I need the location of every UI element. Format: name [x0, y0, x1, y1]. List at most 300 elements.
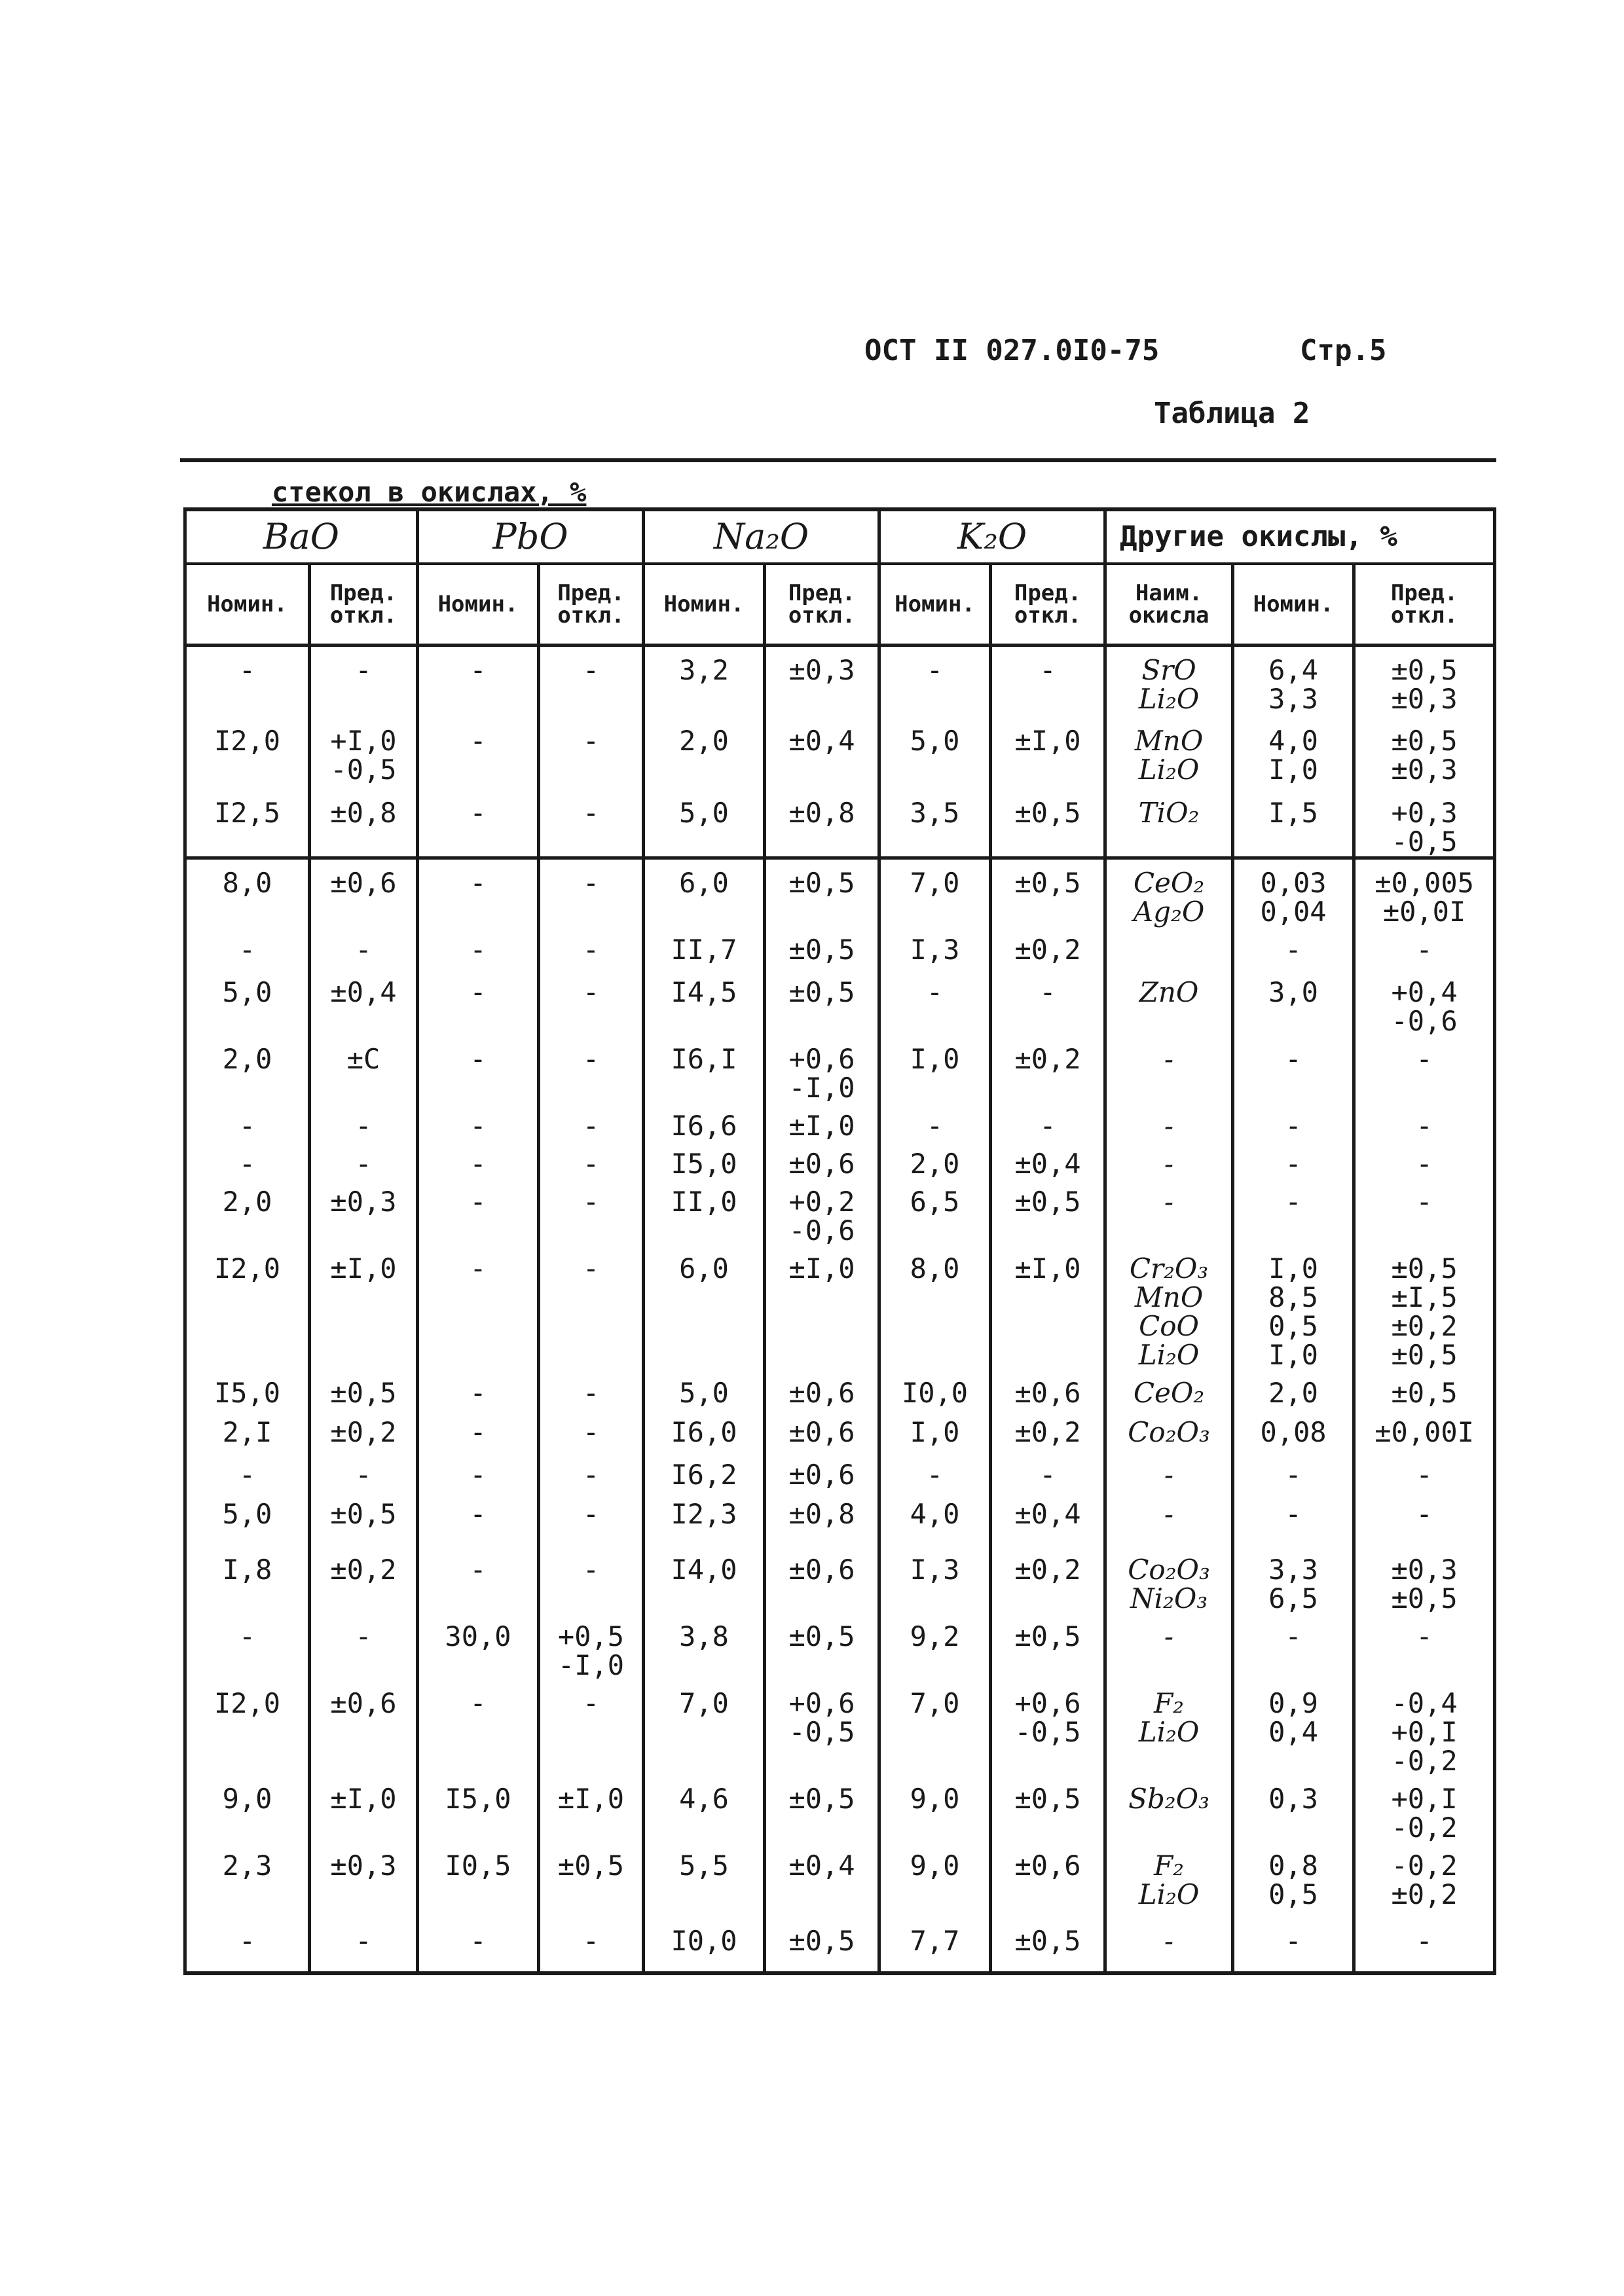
cell-value: Li₂O: [1138, 683, 1200, 715]
na2o-nomin-cell: [644, 1178, 765, 1245]
cell-value: ±0,00I: [1375, 1415, 1474, 1448]
cell-value: ±0,4: [788, 1849, 855, 1882]
cell-value: -: [1039, 1109, 1056, 1142]
cell-value: -: [1416, 1042, 1433, 1075]
bao-tol-cell: [310, 1370, 418, 1409]
table-row: [185, 1102, 1495, 1140]
cell-value: -: [582, 1042, 600, 1075]
cell-value: I2,0: [213, 1252, 281, 1285]
cell-value: I2,5: [213, 796, 281, 829]
bao-tol-cell: [310, 790, 418, 858]
na2o-tol-cell: [765, 1613, 879, 1680]
pbo-nomin-cell: [418, 1036, 539, 1102]
pbo-tol-cell: [539, 1409, 644, 1451]
na2o-nomin-cell: [644, 1140, 765, 1178]
cell-value: -: [1285, 1458, 1302, 1491]
cell-value: 6,4: [1268, 654, 1318, 686]
na2o-nomin-cell: [644, 969, 765, 1036]
cell-value: -: [1285, 1185, 1302, 1218]
cell-value: I,3: [910, 1553, 960, 1586]
cell-value: -: [355, 1147, 372, 1180]
cell-value: -: [582, 1415, 600, 1448]
cell-value: ±0,2: [1391, 1309, 1458, 1342]
cell-value: 7,0: [679, 1686, 729, 1719]
pbo-nomin-cell: [418, 1776, 539, 1842]
k2o-nomin-cell: [879, 646, 991, 718]
oxide-nomin-cell: [1233, 718, 1354, 790]
cell-value: +0,I: [1391, 1715, 1458, 1748]
table-row: [185, 1491, 1495, 1546]
cell-value: MnO: [1134, 1281, 1204, 1313]
cell-value: -: [582, 724, 600, 757]
pbo-tol-cell: [539, 1140, 644, 1178]
cell-value: 0,5: [1268, 1309, 1318, 1342]
table-row: [185, 1842, 1495, 1918]
cell-value: -: [470, 796, 487, 829]
cell-value: 3,3: [1268, 1553, 1318, 1586]
oxide-name-cell: [1105, 718, 1233, 790]
bao-tol-cell: [310, 1680, 418, 1776]
cell-value: TiO₂: [1138, 796, 1200, 829]
k2o-nomin-cell: [879, 1245, 991, 1370]
cell-value: -: [1164, 1924, 1174, 1957]
bao-nomin-cell: [185, 1613, 310, 1680]
oxide-nomin-cell: [1233, 969, 1354, 1036]
oxide-name-cell: [1105, 1491, 1233, 1546]
cell-value: ±0,5: [788, 1620, 855, 1652]
pbo-nomin-cell: [418, 1409, 539, 1451]
cell-value: ±0,8: [330, 796, 397, 829]
oxide-name-cell: [1105, 1245, 1233, 1370]
cell-value: -: [582, 1686, 600, 1719]
k2o-nomin-cell: [879, 1842, 991, 1918]
pbo-nomin-cell: [418, 1918, 539, 1973]
cell-value: I5,0: [671, 1147, 737, 1180]
pbo-tol-cell: [539, 1102, 644, 1140]
k2o-nomin-cell: [879, 1680, 991, 1776]
cell-value: -: [582, 654, 600, 686]
cell-value: -: [238, 654, 256, 686]
cell-value: 3,3: [1268, 683, 1318, 715]
table-caption: стекол в окислах, %: [272, 476, 587, 508]
cell-value: -I,0: [557, 1649, 625, 1681]
oxide-name-cell: [1105, 858, 1233, 926]
k2o-nomin-cell: [879, 926, 991, 969]
cell-value: ±0,6: [1014, 1376, 1081, 1409]
cell-value: I5,0: [213, 1376, 281, 1409]
cell-value: 7,7: [910, 1924, 960, 1957]
cell-value: +0,3: [1391, 796, 1458, 829]
na2o-nomin-cell: [644, 1451, 765, 1491]
cell-value: -: [1285, 1497, 1302, 1530]
cell-value: 0,9: [1268, 1686, 1318, 1719]
cell-value: -: [355, 933, 372, 966]
cell-value: ±0,5: [1391, 654, 1458, 686]
cell-value: -0,5: [788, 1715, 855, 1748]
cell-value: 5,0: [222, 1497, 272, 1530]
pbo-nomin-cell: [418, 1451, 539, 1491]
cell-value: -: [1285, 1147, 1302, 1180]
cell-value: ±0,3: [1391, 683, 1458, 715]
oxide-tol-cell: [1354, 1245, 1495, 1370]
page-number: Стр.5: [1300, 334, 1387, 367]
cell-value: -: [1416, 1147, 1433, 1180]
k2o-nomin-cell: [879, 858, 991, 926]
cell-value: -: [582, 1185, 600, 1218]
cell-value: ±0,3: [788, 654, 855, 686]
oxide-name-cell: [1105, 1102, 1233, 1140]
na2o-nomin-cell: [644, 790, 765, 858]
cell-value: I5,0: [445, 1782, 511, 1815]
cell-value: 9,2: [910, 1620, 960, 1652]
k2o-tol-cell: [991, 858, 1105, 926]
cell-value: I,0: [910, 1042, 960, 1075]
oxide-tol-cell: [1354, 1546, 1495, 1613]
cell-value: ±0,4: [1014, 1497, 1081, 1530]
bao-nomin-cell: [185, 1178, 310, 1245]
cell-value: ±0,2: [1014, 1042, 1081, 1075]
subheader-pred: Пред. откл.: [765, 564, 879, 646]
pbo-nomin-cell: [418, 969, 539, 1036]
cell-value: ±0,5: [1391, 1376, 1458, 1409]
k2o-nomin-cell: [879, 1776, 991, 1842]
oxide-tol-cell: [1354, 1451, 1495, 1491]
cell-value: -I,0: [788, 1071, 855, 1104]
cell-value: -: [582, 1109, 600, 1142]
pbo-nomin-cell: [418, 926, 539, 969]
k2o-tol-cell: [991, 1245, 1105, 1370]
na2o-tol-cell: [765, 1102, 879, 1140]
cell-value: -: [1416, 933, 1433, 966]
oxide-tol-cell: [1354, 1102, 1495, 1140]
k2o-tol-cell: [991, 1546, 1105, 1613]
pbo-tol-cell: [539, 858, 644, 926]
bao-nomin-cell: [185, 646, 310, 718]
cell-value: +I,0: [330, 724, 397, 757]
cell-value: ±0,5: [1391, 724, 1458, 757]
k2o-nomin-cell: [879, 1178, 991, 1245]
cell-value: ±0,2: [1014, 933, 1081, 966]
na2o-tol-cell: [765, 969, 879, 1036]
bao-tol-cell: [310, 646, 418, 718]
k2o-nomin-cell: [879, 1409, 991, 1451]
cell-value: F₂: [1154, 1686, 1185, 1719]
cell-value: -: [1416, 1458, 1433, 1491]
pbo-nomin-cell: [418, 1613, 539, 1680]
cell-value: I2,3: [671, 1497, 737, 1530]
table-row: [185, 1546, 1495, 1613]
bao-tol-cell: [310, 1409, 418, 1451]
k2o-tol-cell: [991, 1451, 1105, 1491]
cell-value: ±I,0: [330, 1782, 397, 1815]
document-code: ОСТ II 027.0I0-75: [864, 334, 1160, 367]
bao-tol-cell: [310, 1245, 418, 1370]
cell-value: -: [470, 975, 487, 1008]
cell-value: ±0,5: [1014, 1620, 1081, 1652]
k2o-nomin-cell: [879, 969, 991, 1036]
cell-value: 8,0: [222, 866, 272, 899]
cell-value: ±0,3: [1391, 753, 1458, 786]
oxide-name-cell: [1105, 1036, 1233, 1102]
group-k2o: K₂O: [879, 509, 1105, 564]
na2o-nomin-cell: [644, 1613, 765, 1680]
bao-nomin-cell: [185, 1370, 310, 1409]
pbo-tol-cell: [539, 1370, 644, 1409]
cell-value: SrO: [1141, 654, 1196, 686]
cell-value: -: [582, 1497, 600, 1530]
table-row: [185, 1370, 1495, 1409]
k2o-nomin-cell: [879, 1918, 991, 1973]
cell-value: 9,0: [910, 1849, 960, 1882]
cell-value: ±0,6: [330, 866, 397, 899]
cell-value: 5,0: [222, 975, 272, 1008]
cell-value: ±0,3: [330, 1185, 397, 1218]
oxide-tol-cell: [1354, 1776, 1495, 1842]
bao-tol-cell: [310, 858, 418, 926]
cell-value: -: [1416, 1109, 1433, 1142]
cell-value: ±I,0: [788, 1109, 855, 1142]
cell-value: ±0,5: [1014, 1185, 1081, 1218]
cell-value: -: [1285, 1042, 1302, 1075]
pbo-tol-cell: [539, 1613, 644, 1680]
composition-table: [183, 507, 1496, 1975]
cell-value: -0,2: [1391, 1744, 1458, 1777]
na2o-nomin-cell: [644, 1370, 765, 1409]
cell-value: -: [1285, 933, 1302, 966]
cell-value: 5,5: [679, 1849, 729, 1882]
cell-value: -: [470, 1924, 487, 1957]
oxide-tol-cell: [1354, 1680, 1495, 1776]
cell-value: -: [470, 1415, 487, 1448]
oxide-nomin-cell: [1233, 1776, 1354, 1842]
cell-value: ±0,8: [788, 1497, 855, 1530]
oxide-nomin-cell: [1233, 1370, 1354, 1409]
pbo-tol-cell: [539, 1178, 644, 1245]
cell-value: ±I,5: [1391, 1281, 1458, 1313]
oxide-tol-cell: [1354, 1409, 1495, 1451]
cell-value: 2,0: [222, 1042, 272, 1075]
cell-value: I4,5: [671, 975, 737, 1008]
cell-value: I,0: [1268, 753, 1318, 786]
cell-value: I6,2: [671, 1458, 737, 1491]
oxide-name-cell: [1105, 1451, 1233, 1491]
cell-value: 3,8: [679, 1620, 729, 1652]
cell-value: -: [1164, 1109, 1174, 1142]
cell-value: 8,5: [1268, 1281, 1318, 1313]
cell-value: ±0,5: [788, 975, 855, 1008]
bao-nomin-cell: [185, 1491, 310, 1546]
cell-value: -: [238, 1924, 256, 1957]
na2o-tol-cell: [765, 1491, 879, 1546]
cell-value: 6,5: [910, 1185, 960, 1218]
cell-value: 5,0: [910, 724, 960, 757]
pbo-nomin-cell: [418, 1842, 539, 1918]
na2o-nomin-cell: [644, 1036, 765, 1102]
k2o-tol-cell: [991, 1102, 1105, 1140]
table-row: [185, 1036, 1495, 1102]
cell-value: II,7: [671, 933, 737, 966]
na2o-tol-cell: [765, 1245, 879, 1370]
table-label: Таблица 2: [1154, 397, 1310, 430]
oxide-tol-cell: [1354, 1140, 1495, 1178]
k2o-tol-cell: [991, 718, 1105, 790]
oxide-name-cell: [1105, 1842, 1233, 1918]
oxide-name-cell: [1105, 1370, 1233, 1409]
cell-value: -: [470, 1497, 487, 1530]
bao-tol-cell: [310, 1140, 418, 1178]
cell-value: -: [355, 654, 372, 686]
pbo-nomin-cell: [418, 718, 539, 790]
cell-value: ±0,4: [788, 724, 855, 757]
cell-value: 9,0: [910, 1782, 960, 1815]
cell-value: +0,I: [1391, 1782, 1458, 1815]
bao-nomin-cell: [185, 969, 310, 1036]
oxide-name-cell: [1105, 646, 1233, 718]
cell-value: -: [1039, 1458, 1056, 1491]
cell-value: ±0,5: [1391, 1582, 1458, 1614]
pbo-tol-cell: [539, 718, 644, 790]
oxide-tol-cell: [1354, 1178, 1495, 1245]
cell-value: ±I,0: [1014, 1252, 1081, 1285]
cell-value: -: [1285, 1109, 1302, 1142]
cell-value: -: [582, 796, 600, 829]
cell-value: -: [470, 1042, 487, 1075]
cell-value: -: [582, 1924, 600, 1957]
cell-value: -: [582, 933, 600, 966]
pbo-tol-cell: [539, 1491, 644, 1546]
cell-value: ±0,2: [1014, 1415, 1081, 1448]
cell-value: +0,5: [557, 1620, 625, 1652]
table-row: [185, 718, 1495, 790]
cell-value: 0,8: [1268, 1849, 1318, 1882]
subheader-oxide-name: Наим. окисла: [1105, 564, 1233, 646]
table-row: [185, 1178, 1495, 1245]
cell-value: Co₂O₃: [1128, 1553, 1210, 1586]
k2o-nomin-cell: [879, 1140, 991, 1178]
cell-value: -: [1164, 1497, 1174, 1530]
na2o-nomin-cell: [644, 1918, 765, 1973]
na2o-tol-cell: [765, 1546, 879, 1613]
group-na2o: Na₂O: [644, 509, 879, 564]
k2o-nomin-cell: [879, 718, 991, 790]
bao-tol-cell: [310, 1178, 418, 1245]
cell-value: 0,4: [1268, 1715, 1318, 1748]
cell-value: -: [238, 1147, 256, 1180]
cell-value: 3,5: [910, 796, 960, 829]
top-rule: [180, 458, 1496, 462]
table-row: [185, 1140, 1495, 1178]
cell-value: ±0,5: [788, 933, 855, 966]
cell-value: 7,0: [910, 1686, 960, 1719]
cell-value: -: [926, 654, 944, 686]
na2o-tol-cell: [765, 1918, 879, 1973]
na2o-tol-cell: [765, 646, 879, 718]
cell-value: -: [355, 1620, 372, 1652]
oxide-nomin-cell: [1233, 1842, 1354, 1918]
subheader-pred: Пред. откл.: [1354, 564, 1495, 646]
cell-value: F₂: [1154, 1849, 1185, 1882]
cell-value: I,0: [910, 1415, 960, 1448]
na2o-nomin-cell: [644, 1776, 765, 1842]
cell-value: I0,0: [901, 1376, 969, 1409]
na2o-nomin-cell: [644, 1546, 765, 1613]
subheader-pred: Пред. откл.: [991, 564, 1105, 646]
k2o-tol-cell: [991, 1409, 1105, 1451]
na2o-nomin-cell: [644, 1491, 765, 1546]
bao-nomin-cell: [185, 926, 310, 969]
cell-value: -: [1039, 975, 1056, 1008]
subheader-nomin: Номин.: [1233, 564, 1354, 646]
k2o-nomin-cell: [879, 1102, 991, 1140]
oxide-tol-cell: [1354, 790, 1495, 858]
cell-value: ±0,5: [330, 1497, 397, 1530]
group-pbo: PbO: [418, 509, 644, 564]
oxide-name-cell: [1105, 1776, 1233, 1842]
cell-value: I6,0: [671, 1415, 737, 1448]
cell-value: ZnO: [1139, 975, 1199, 1008]
pbo-nomin-cell: [418, 1546, 539, 1613]
cell-value: I6,6: [671, 1109, 737, 1142]
na2o-tol-cell: [765, 1140, 879, 1178]
bao-nomin-cell: [185, 1102, 310, 1140]
cell-value: -0,4: [1391, 1686, 1458, 1719]
oxide-nomin-cell: [1233, 858, 1354, 926]
cell-value: -: [470, 866, 487, 899]
na2o-tol-cell: [765, 790, 879, 858]
cell-value: 6,0: [679, 866, 729, 899]
table-row: [185, 858, 1495, 926]
pbo-tol-cell: [539, 790, 644, 858]
cell-value: Ag₂O: [1133, 895, 1205, 928]
cell-value: ±I,0: [1014, 724, 1081, 757]
cell-value: -: [926, 1109, 944, 1142]
k2o-tol-cell: [991, 1680, 1105, 1776]
pbo-tol-cell: [539, 926, 644, 969]
cell-value: ±0,5: [788, 1924, 855, 1957]
group-bao: BaO: [185, 509, 418, 564]
cell-value: ±0,6: [788, 1376, 855, 1409]
na2o-nomin-cell: [644, 1680, 765, 1776]
cell-value: 0,5: [1268, 1878, 1318, 1910]
cell-value: Co₂O₃: [1128, 1415, 1210, 1448]
subheader-nomin: Номин.: [879, 564, 991, 646]
cell-value: ±0,4: [1014, 1147, 1081, 1180]
na2o-tol-cell: [765, 1036, 879, 1102]
cell-value: -: [470, 1553, 487, 1586]
cell-value: Ni₂O₃: [1130, 1582, 1208, 1614]
cell-value: ±0,5: [1014, 796, 1081, 829]
pbo-tol-cell: [539, 1776, 644, 1842]
cell-value: 5,0: [679, 796, 729, 829]
table-row: [185, 1680, 1495, 1776]
table-row: [185, 790, 1495, 858]
oxide-tol-cell: [1354, 1613, 1495, 1680]
oxide-nomin-cell: [1233, 1491, 1354, 1546]
oxide-name-cell: [1105, 1140, 1233, 1178]
bao-tol-cell: [310, 926, 418, 969]
oxide-nomin-cell: [1233, 1140, 1354, 1178]
cell-value: ±0,3: [330, 1849, 397, 1882]
cell-value: 0,03: [1260, 866, 1327, 899]
cell-value: -: [470, 1458, 487, 1491]
na2o-tol-cell: [765, 1842, 879, 1918]
bao-tol-cell: [310, 1491, 418, 1546]
cell-value: ±0,6: [788, 1415, 855, 1448]
oxide-nomin-cell: [1233, 1036, 1354, 1102]
cell-value: Li₂O: [1138, 1338, 1200, 1371]
cell-value: +0,6: [1014, 1686, 1081, 1719]
bao-nomin-cell: [185, 1140, 310, 1178]
